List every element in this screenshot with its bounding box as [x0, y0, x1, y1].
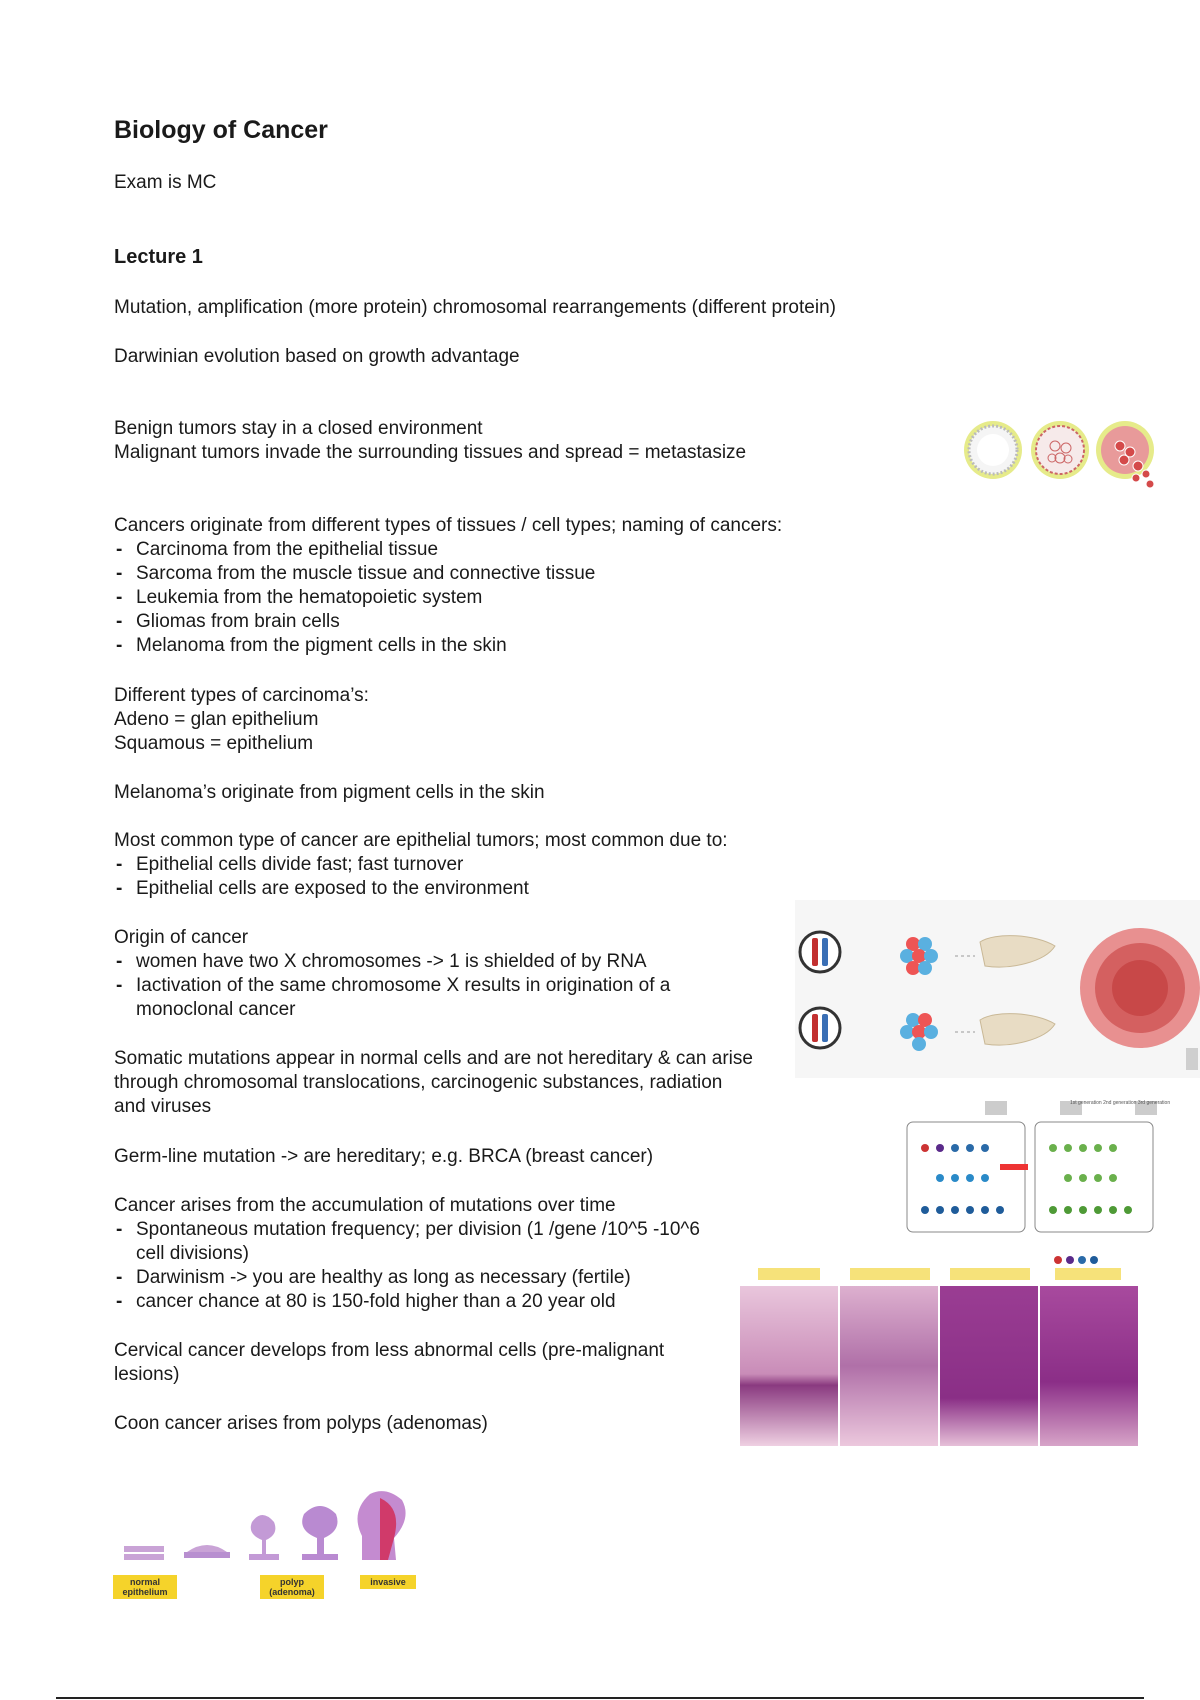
epithelial-reasons-list	[114, 853, 814, 901]
polyp-large-shape	[302, 1506, 338, 1560]
histology-panel-invasive	[1040, 1286, 1138, 1446]
origin-heading: Origin of cancer	[114, 927, 249, 948]
germline-generation-labels: 1st generation 2nd generation 3rd generation	[1070, 1100, 1171, 1106]
histology-panel-normal	[740, 1286, 838, 1446]
list-item: - Gliomas from brain cells	[114, 610, 814, 634]
generation-2-cells	[1049, 1144, 1132, 1214]
list-item: - Sarcoma from the muscle tissue and connective tissue	[114, 562, 814, 586]
histology-panel-low-grade	[840, 1286, 938, 1446]
chromosome-pair-top	[800, 932, 840, 972]
invasive-shape	[358, 1491, 406, 1560]
carcinoma-adeno: Adeno = glan epithelium	[114, 709, 319, 730]
lecture-heading: Lecture 1	[114, 246, 203, 268]
list-item: - Iactivation of the same chromosome X results in origination of a monoclonal cancer	[114, 974, 734, 1022]
paragraph-darwin: Darwinian evolution based on growth advantage	[114, 346, 520, 367]
list-item: - women have two X chromosomes -> 1 is shielded of by RNA	[114, 950, 734, 974]
germline-legend-dots	[1054, 1256, 1098, 1264]
paragraph-colon: Coon cancer arises from polyps (adenomas)	[114, 1413, 488, 1434]
tumor-progression-figure	[960, 408, 1155, 493]
normal-epithelium-shape	[124, 1546, 164, 1560]
label-polyp-adenoma: polyp (adenoma)	[260, 1575, 324, 1599]
paragraph-germline: Germ-line mutation -> are hereditary; e.g. BRCA (breast cancer)	[114, 1146, 654, 1167]
benign-tumor-circle	[1031, 421, 1089, 479]
cervical-histology-figure	[740, 1264, 1140, 1446]
list-item: - Epithelial cells divide fast; fast turnover	[114, 853, 814, 877]
polyp-small-shape	[249, 1515, 279, 1560]
cancer-types-list	[114, 538, 814, 658]
list-item: - Spontaneous mutation frequency; per division (1 /gene /10^5 -10^6 cell divisions)	[114, 1218, 714, 1266]
label-invasive: invasive	[360, 1575, 416, 1589]
intro-text: Exam is MC	[114, 172, 217, 193]
paragraph-somatic: Somatic mutations appear in normal cells and are not hereditary & can arise through chromosomal translocations, carcinogenic substances, radiation and viruses	[114, 1048, 753, 1117]
label-normal-epithelium: normal epithelium	[113, 1575, 177, 1599]
list-item: - Leukemia from the hematopoietic system	[114, 586, 814, 610]
histology-panel-high-grade	[940, 1286, 1038, 1446]
polyp-progression-figure	[112, 1488, 422, 1580]
page-scroll-marker[interactable]	[1186, 1048, 1198, 1070]
generation-1-cells	[921, 1144, 1004, 1214]
chromosome-pair-bottom	[800, 1008, 840, 1048]
list-item: - cancer chance at 80 is 150-fold higher than a 20 year old	[114, 1290, 714, 1314]
x-inactivation-figure	[795, 900, 1200, 1078]
paragraph-benign: Benign tumors stay in a closed environment	[114, 418, 483, 439]
paragraph-mutation: Mutation, amplification (more protein) chromosomal rearrangements (different protein)	[114, 297, 836, 318]
carcinoma-types-heading: Different types of carcinoma’s:	[114, 685, 369, 706]
accumulation-heading: Cancer arises from the accumulation of mutations over time	[114, 1195, 616, 1216]
list-item: - Carcinoma from the epithelial tissue	[114, 538, 814, 562]
list-item: - Melanoma from the pigment cells in the skin	[114, 634, 814, 658]
list-item: - Darwinism -> you are healthy as long as necessary (fertile)	[114, 1266, 714, 1290]
origin-list	[114, 950, 734, 1022]
monoclonal-tumor-cluster	[1080, 928, 1200, 1048]
germline-mutation-figure	[895, 1098, 1195, 1268]
early-polyp-shape	[184, 1545, 230, 1558]
carcinoma-squamous: Squamous = epithelium	[114, 733, 314, 754]
page-title: Biology of Cancer	[114, 116, 328, 144]
accumulation-list	[114, 1218, 714, 1314]
paragraph-melanoma: Melanoma’s originate from pigment cells in the skin	[114, 782, 545, 803]
cancers-intro: Cancers originate from different types of tissues / cell types; naming of cancers:	[114, 515, 783, 536]
epithelial-intro: Most common type of cancer are epithelial tumors; most common due to:	[114, 830, 728, 851]
list-item: - Epithelial cells are exposed to the environment	[114, 877, 814, 901]
paragraph-cervical: Cervical cancer develops from less abnormal cells (pre-malignant lesions)	[114, 1340, 665, 1385]
malignant-tumor-circle	[1096, 421, 1154, 488]
normal-duct-circle	[964, 421, 1022, 479]
footer-divider	[56, 1697, 1144, 1699]
paragraph-malignant: Malignant tumors invade the surrounding tissues and spread = metastasize	[114, 442, 747, 463]
